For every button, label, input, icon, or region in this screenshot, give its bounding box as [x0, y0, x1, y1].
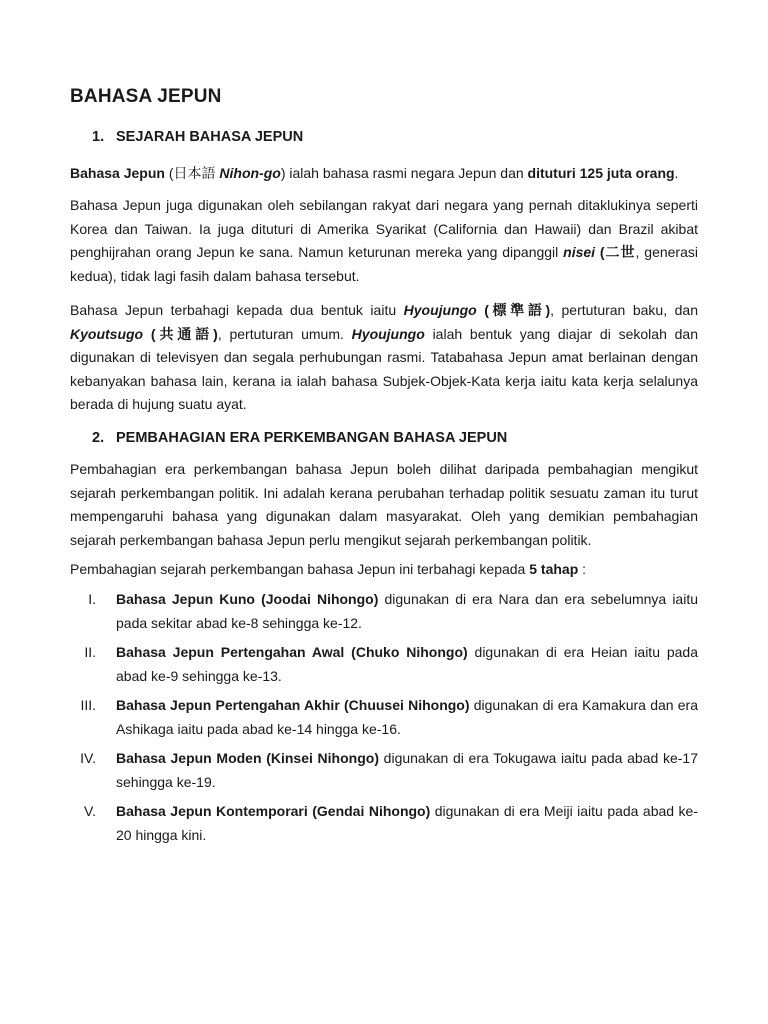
list-numeral: III. — [80, 697, 96, 713]
section-1-number: 1. — [92, 129, 105, 145]
text-span: Pembahagian sejarah perkembangan bahasa Jepun ini terbahagi kepada — [70, 561, 530, 577]
era-description: digunakan di era Heian iaitu pada abad ke-9 sehingga ke-13. — [116, 644, 698, 684]
term-kyoutsugo: Kyoutsugo — [70, 325, 144, 342]
section-1-title: SEJARAH BAHASA JEPUN — [116, 129, 304, 145]
document-title: BAHASA JEPUN — [70, 86, 222, 107]
text-span: ) ialah bahasa rasmi negara Jepun dan — [280, 165, 528, 181]
era-description: digunakan di era Nara dan era sebelumnya iaitu pada sekitar abad ke-8 sehingga ke-12. — [116, 591, 698, 631]
text-span: . — [674, 165, 679, 181]
section-2-title: PEMBAHAGIAN ERA PERKEMBANGAN BAHASA JEPUN — [116, 430, 508, 446]
era-name: Bahasa Jepun Kontemporari (Gendai Nihongo) — [116, 803, 431, 819]
list-text — [116, 747, 698, 794]
section-1-heading — [92, 129, 303, 145]
text-span: Bahasa Jepun terbahagi kepada dua bentuk iaitu — [70, 302, 404, 318]
list-text — [116, 694, 698, 741]
term-bahasa-jepun: Bahasa Jepun — [70, 165, 165, 181]
text-span: , pertuturan umum. — [217, 325, 352, 342]
text-span: (日本語 — [164, 165, 220, 181]
era-name: Bahasa Jepun Kuno (Joodai Nihongo) — [116, 591, 379, 607]
list-numeral: IV. — [80, 750, 96, 766]
term-hyoujungo-2: Hyoujungo — [351, 325, 425, 342]
section-1-paragraph-2 — [70, 194, 698, 288]
text-span: : — [578, 561, 587, 577]
section-2-paragraph-2 — [70, 558, 698, 582]
list-text — [116, 641, 698, 688]
section-1-paragraph-1 — [70, 162, 698, 186]
text-span: ialah bentuk yang diajar di sekolah dan digunakan di televisyen dan segala perhubungan rasmi. Tatabahasa Jepun amat berlainan dengan kebanyakan bahasa lain, kerana ia ialah bahasa Subjek-Objek-Kata kerja iaitu kata kerja selalunya berada di hujung suatu ayat. — [70, 325, 699, 412]
section-1-paragraph-3 — [70, 299, 698, 417]
list-numeral: I. — [88, 591, 96, 607]
era-description: digunakan di era Meiji iaitu pada abad ke-20 hingga kini. — [116, 803, 699, 843]
section-2-number: 2. — [92, 430, 105, 446]
list-numeral: II. — [84, 644, 96, 660]
speaker-count: dituturi 125 juta orang — [527, 165, 675, 181]
term-nihon-go: Nihon-go — [219, 165, 281, 181]
era-name: Bahasa Jepun Pertengahan Awal (Chuko Nihongo) — [116, 644, 468, 660]
section-2-heading — [92, 430, 507, 446]
list-text — [116, 800, 698, 847]
term-kyoutsugo-kanji: (共通語) — [143, 325, 218, 342]
term-hyoujungo: Hyoujungo — [403, 302, 477, 318]
text-span: Bahasa Jepun juga digunakan oleh sebilangan rakyat dari negara yang pernah ditaklukinya seperti Korea dan Taiwan. Ia juga dituturi di Amerika Syarikat (California dan Hawaii) dan Brazil akibat penghijrahan orang Jepun ke sana. Namun keturunan mereka yang dipanggil — [70, 197, 698, 260]
term-nisei-kanji: (二世 — [595, 244, 636, 260]
text-span: , generasi kedua), tidak lagi fasih dalam bahasa tersebut. — [70, 244, 698, 284]
term-nisei: nisei — [563, 244, 596, 260]
era-name: Bahasa Jepun Moden (Kinsei Nihongo) — [116, 750, 379, 766]
term-hyoujungo-kanji: (標準語) — [476, 302, 551, 318]
section-2-paragraph-1: Pembahagian era perkembangan bahasa Jepun boleh dilihat daripada pembahagian mengikut sejarah perkembangan politik. Ini adalah kerana perubahan terhadap politik sesuatu zaman itu turut mempengaruhi bahasa yang digunakan dalam masyarakat. Oleh yang demikian pembahagian sejarah perkembangan bahasa Jepun perlu mengikut sejarah perkembangan politik. — [70, 461, 698, 548]
era-name: Bahasa Jepun Pertengahan Akhir (Chuusei Nihongo) — [116, 697, 470, 713]
stage-count: 5 tahap — [529, 561, 579, 577]
text-span: , pertuturan baku, dan — [550, 302, 698, 318]
list-numeral: V. — [84, 803, 96, 819]
list-text — [116, 588, 698, 635]
era-description: digunakan di era Tokugawa iaitu pada abad ke-17 sehingga ke-19. — [116, 750, 698, 790]
era-description: digunakan di era Kamakura dan era Ashikaga iaitu pada abad ke-14 hingga ke-16. — [116, 697, 699, 737]
